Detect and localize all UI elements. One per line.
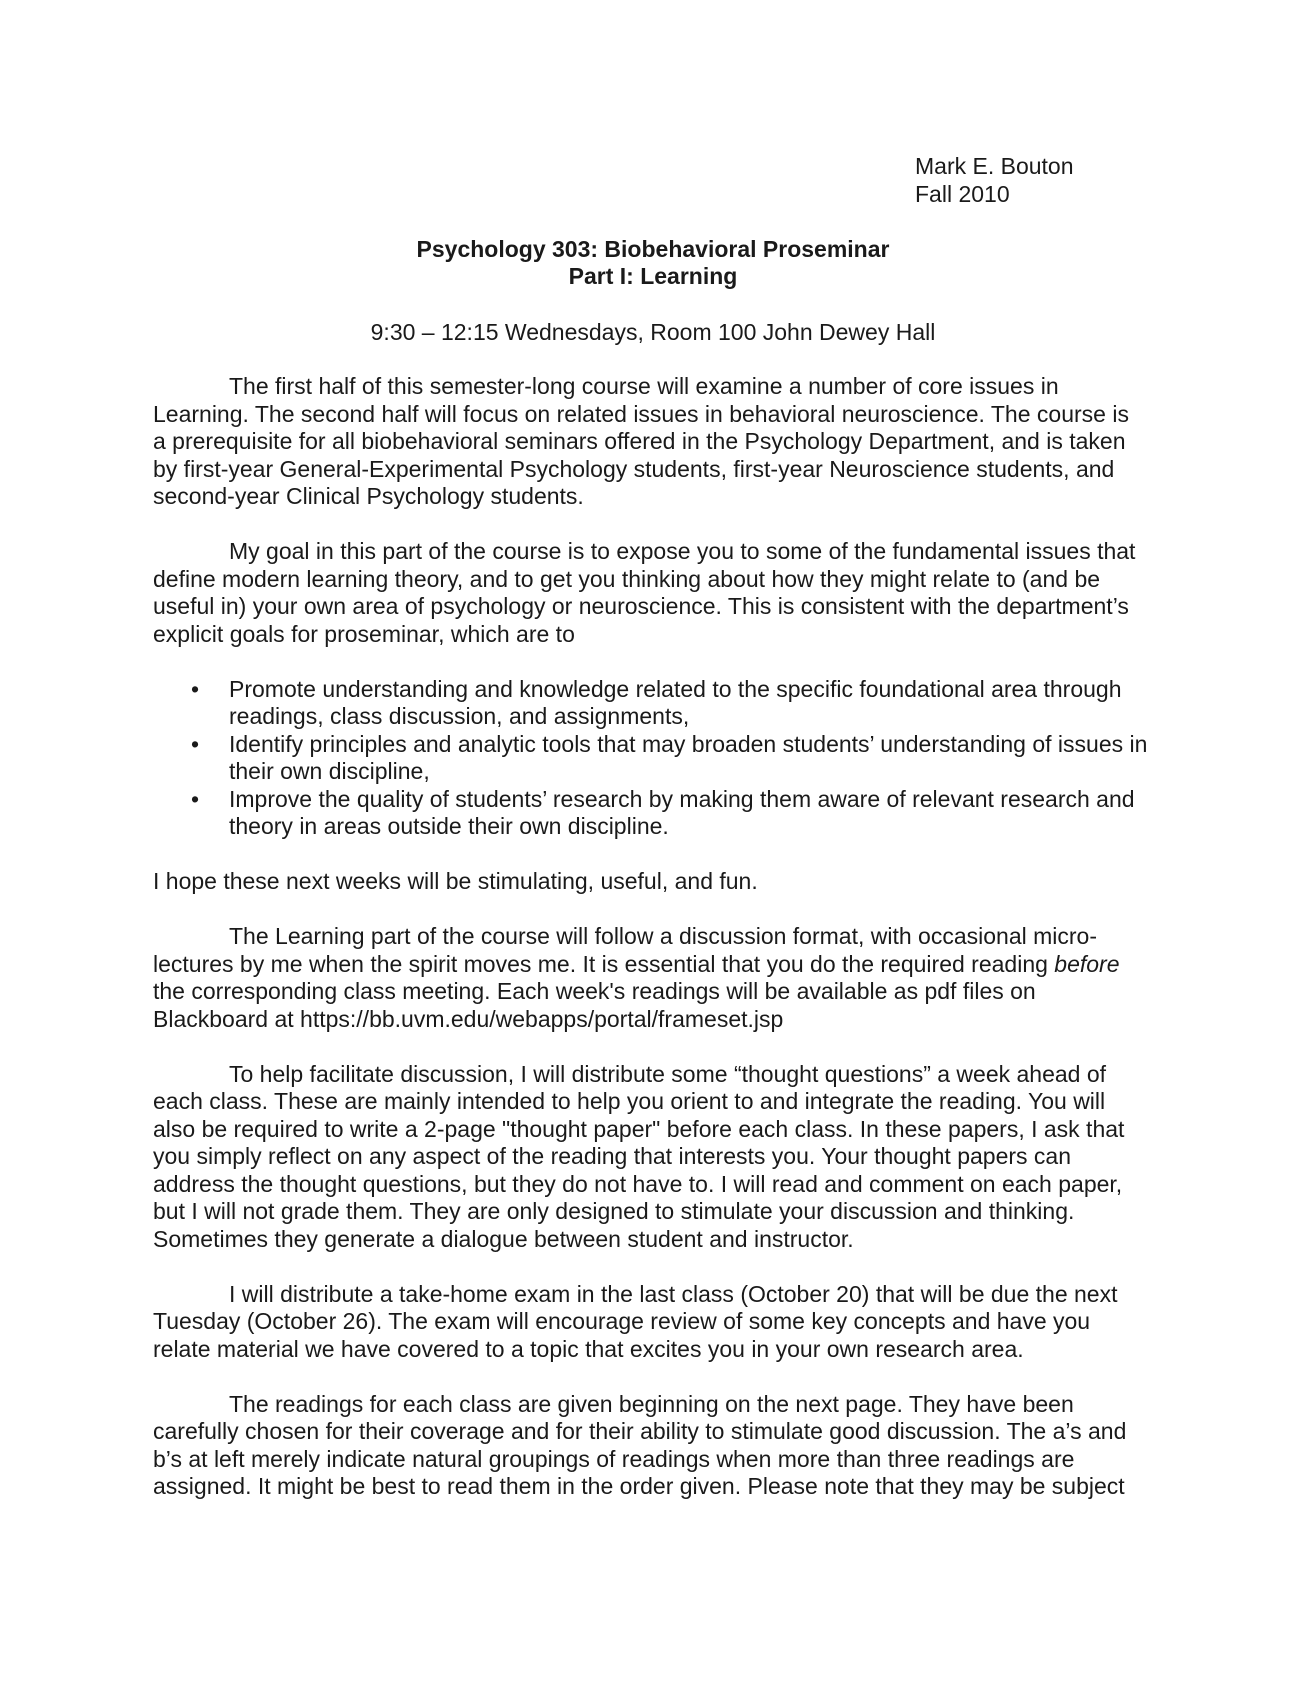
term: Fall 2010 (915, 181, 1010, 207)
readings-paragraph: The readings for each class are given beginning on the next page. They have been carefully chosen for their coverage and for their ability to stimulate good discussion. The a’s and b’s at left merely indicate natural groupings of readings when more than three readings are assigned. It might be best to read them in the order given. Please note that they may be subject (153, 1390, 1127, 1499)
course-title-line1: Psychology 303: Biobehavioral Proseminar (416, 236, 890, 262)
goal-paragraph: My goal in this part of the course is to expose you to some of the fundamental issues that define modern learning theory, and to get you thinking about how they might relate to (and be useful in) your own area of psychology or neuroscience. This is consistent with the department’s explicit goals for proseminar, which are to (153, 538, 1136, 647)
course-title (153, 236, 1153, 290)
goals-list-item (191, 730, 1148, 786)
bullet-icon: • (191, 675, 200, 702)
intro-paragraph: The first half of this semester-long course will examine a number of core issues in Learning. The second half will focus on related issues in behavioral neuroscience. The course is a prerequisite for all biobehavioral seminars offered in the Psychology Department, and is taken by first-year General-Experimental Psychology students, first-year Neuroscience students, and second-year Clinical Psychology students. (153, 373, 1129, 509)
format-paragraph (153, 923, 1148, 1033)
goals-list (153, 676, 1148, 841)
format-text-part1: The Learning part of the course will follow a discussion format, with occasional micro-lectures by me when the spirit moves me. It is essential that you do the required reading (153, 923, 1097, 977)
bullet-icon: • (191, 785, 200, 812)
bullet-icon: • (191, 730, 200, 757)
goal-text: Improve the quality of students’ research by making them aware of relevant research and theory in areas outside their own discipline. (229, 785, 1135, 839)
exam-paragraph: I will distribute a take-home exam in the last class (October 20) that will be due the next Tuesday (October 26). The exam will encourage review of some key concepts and have you relate material we have covered to a topic that excites you in your own research area. (153, 1280, 1118, 1362)
discussion-paragraph: To help facilitate discussion, I will distribute some “thought questions” a week ahead of each class. These are mainly intended to help you orient to and integrate the reading. You will also be required to write a 2-page "thought paper" before each class. In these papers, I ask that you simply reflect on any aspect of the reading that interests you. Your thought papers can address the thought questions, but they do not have to. I will read and comment on each paper, but I will not grade them. They are only designed to stimulate your discussion and thinking. Sometimes they generate a dialogue between student and instructor. (153, 1060, 1125, 1252)
hope-paragraph: I hope these next weeks will be stimulating, useful, and fun. (153, 868, 758, 894)
goal-text: Identify principles and analytic tools that may broaden students’ understanding of issues in their own discipline, (229, 730, 1148, 784)
syllabus-body (153, 373, 1148, 1528)
author-block (915, 152, 1074, 208)
format-text-part2: the corresponding class meeting. Each week's readings will be available as pdf files on Blackboard at https://bb.uvm.edu/webapps/portal/frameset.jsp (153, 978, 1036, 1032)
goals-list-item (191, 785, 1148, 841)
course-title-line2: Part I: Learning (568, 263, 738, 289)
class-schedule: 9:30 – 12:15 Wednesdays, Room 100 John Dewey Hall (370, 319, 936, 345)
goal-text: Promote understanding and knowledge related to the specific foundational area through readings, class discussion, and assignments, (229, 675, 1122, 729)
author-name: Mark E. Bouton (915, 153, 1074, 179)
format-emphasis: before (1054, 950, 1120, 977)
goals-list-item (191, 675, 1148, 731)
